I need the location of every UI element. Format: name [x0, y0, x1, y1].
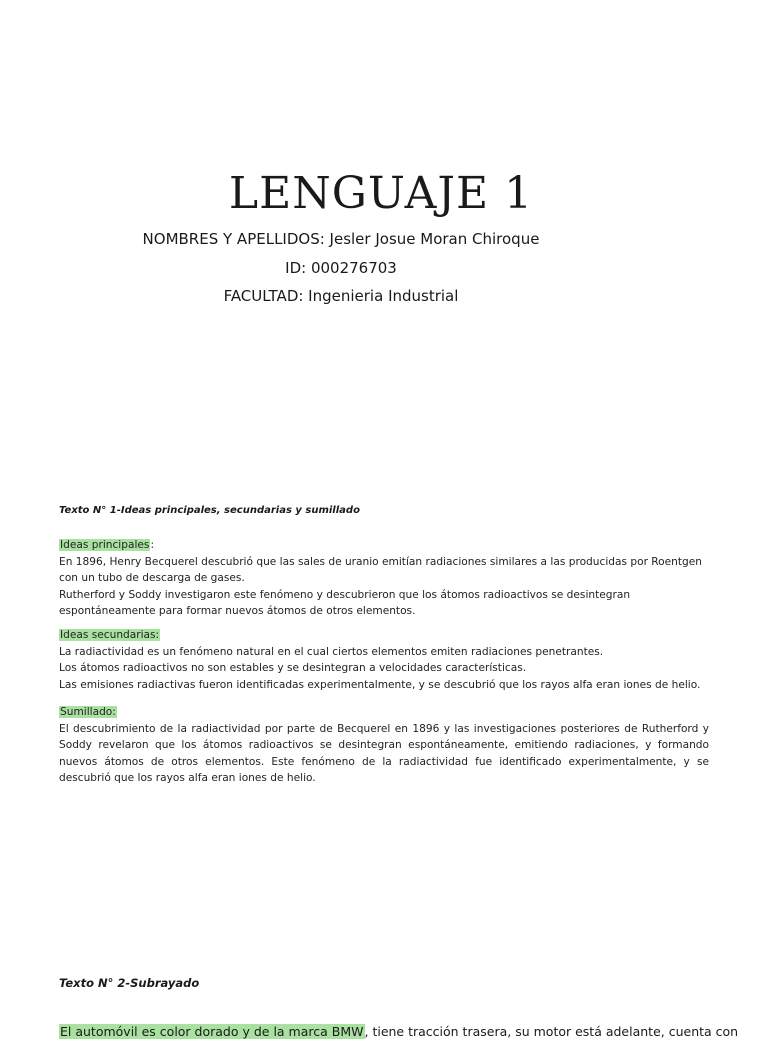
faculty: FACULTAD: Ingenieria Industrial [223, 287, 459, 305]
ideas-secundarias-line: Las emisiones radiactivas fueron identificadas experimentalmente, y se descubrió que los rayos alfa eran iones de helio. [59, 678, 701, 691]
ideas-principales-line: En 1896, Henry Becquerel descubrió que las sales de uranio emitían radiaciones similares a las producidas por Roentgen con un tubo de descarga de gases. [59, 555, 703, 584]
text2-underlined-phrase: El automóvil es color dorado y de la marca BMW [60, 1023, 364, 1039]
ideas-secundarias-heading [59, 627, 709, 644]
text2-rest: , tiene tracción trasera, su motor está adelante, cuenta con [364, 1023, 739, 1039]
sumillado-text: El descubrimiento de la radiactividad por parte de Becquerel en 1896 y las investigaciones posteriores de Rutherford y Soddy revelaron que los átomos radioactivos se desintegran espontáneamente, emitiendo radiaciones, y formando nuevos átomos de otros elementos. Este fenómeno de la radiactividad fue identificado experimentalmente, y se descubrió que los rayos alfa eran iones de helio. [59, 722, 709, 784]
text1-title: Texto N° 1-Ideas principales, secundarias y sumillado [59, 505, 360, 516]
ideas-secundarias-label: Ideas secundarias: [60, 629, 160, 641]
document-title: LENGUAJE 1 [228, 168, 534, 219]
ideas-secundarias-line: La radiactividad es un fenómeno natural en el cual ciertos elementos emiten radiaciones penetrantes. [59, 645, 604, 658]
student-id: ID: 000276703 [285, 259, 397, 277]
sumillado-label: Sumillado: [60, 706, 116, 718]
text2-paragraph [59, 1023, 759, 1041]
ideas-principales-heading [59, 537, 709, 554]
ideas-principales-line: Rutherford y Soddy investigaron este fenómeno y descubrieron que los átomos radioactivos se desintegran espontáneamente para formar nuevos átomos de otros elementos. [59, 588, 631, 617]
ideas-secundarias-line: Los átomos radioactivos no son estables y se desintegran a velocidades características. [59, 662, 527, 674]
ideas-principales-colon: : [150, 539, 155, 551]
sumillado-heading [59, 704, 709, 721]
text2-title: Texto N° 2-Subrayado [59, 976, 200, 990]
ideas-principales-label: Ideas principales [60, 539, 150, 551]
ideas-secundarias-section [59, 627, 709, 693]
ideas-principales-section [59, 537, 709, 620]
sumillado-section [59, 704, 709, 787]
student-name: NOMBRES Y APELLIDOS: Jesler Josue Moran Chiroque [142, 230, 540, 248]
